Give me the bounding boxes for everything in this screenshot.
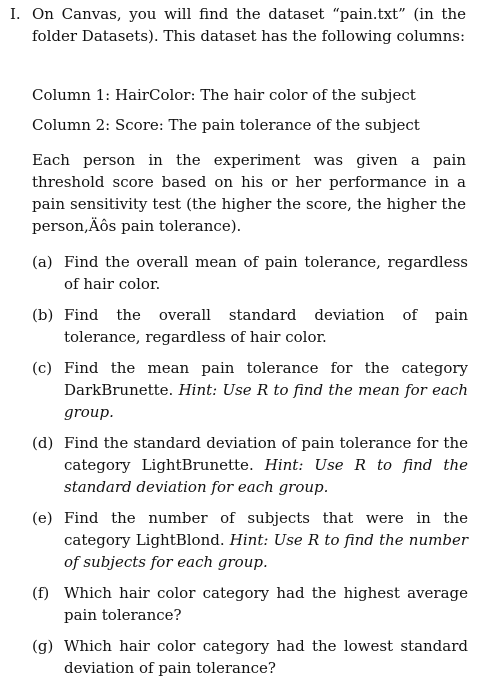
intro-text: On Canvas, you will find the dataset “pain.txt” (in the folder Datasets). This dataset has the following columns: bbox=[32, 5, 466, 45]
part-text: Find the number of subjects that were in the category LightBlond. bbox=[64, 509, 468, 549]
part-label: (g) bbox=[32, 637, 54, 655]
dataset-description: Each person in the experiment was given a pain threshold score based on his or her performance in a pain sensitivity test (the higher the score, the higher the person,Äôs pain tolerance). bbox=[32, 151, 466, 235]
part-text: Which hair color category had the lowest standard deviation of pain tolerance? bbox=[64, 637, 468, 677]
question-parts bbox=[32, 251, 468, 688]
part-label: (a) bbox=[32, 253, 53, 271]
column-list bbox=[32, 84, 472, 144]
column-2-description: Column 2: Score: The pain tolerance of the subject bbox=[32, 116, 420, 134]
part-text: Which hair color category had the highest average pain tolerance? bbox=[64, 584, 468, 624]
column-1-description: Column 1: HairColor: The hair color of the subject bbox=[32, 86, 416, 104]
question-intro bbox=[10, 3, 466, 47]
part-hint: Hint: Use R to find the number of subjects for each group. bbox=[64, 531, 468, 571]
part-e bbox=[32, 507, 468, 573]
part-label: (b) bbox=[32, 306, 54, 324]
part-label: (f) bbox=[32, 584, 50, 602]
part-b bbox=[32, 304, 468, 348]
part-a bbox=[32, 251, 468, 295]
part-text: Find the mean pain tolerance for the category DarkBrunette. bbox=[64, 359, 468, 399]
part-g bbox=[32, 635, 468, 679]
part-hint: Hint: Use R to find the mean for each group. bbox=[64, 381, 468, 421]
part-label: (e) bbox=[32, 509, 53, 527]
question-number: I. bbox=[10, 5, 21, 23]
part-d bbox=[32, 432, 468, 498]
part-c bbox=[32, 357, 468, 423]
part-text: Find the standard deviation of pain tolerance for the category LightBrunette. bbox=[64, 434, 468, 474]
part-label: (d) bbox=[32, 434, 54, 452]
part-f bbox=[32, 582, 468, 626]
part-text: Find the overall standard deviation of pain tolerance, regardless of hair color. bbox=[64, 306, 468, 346]
part-text: Find the overall mean of pain tolerance, regardless of hair color. bbox=[64, 253, 468, 293]
part-label: (c) bbox=[32, 359, 53, 377]
part-hint: Hint: Use R to find the standard deviation for each group. bbox=[64, 456, 468, 496]
